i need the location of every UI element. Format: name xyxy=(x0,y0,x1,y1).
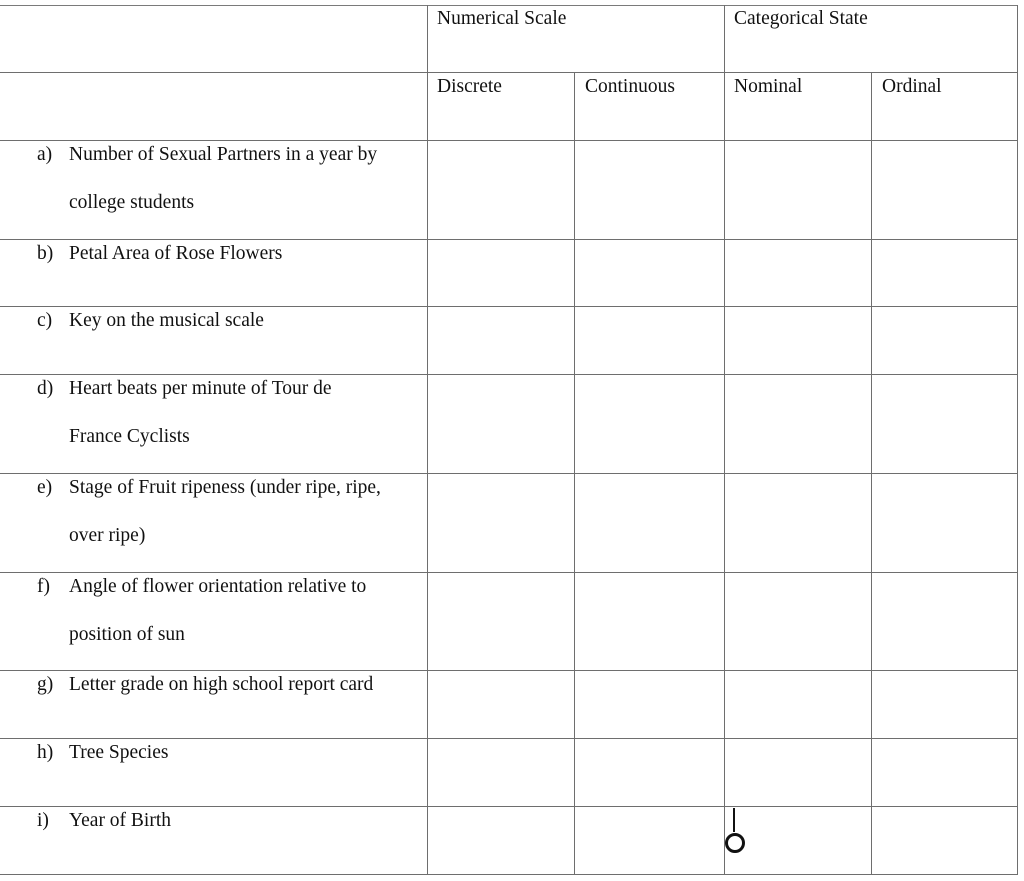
row-text: Petal Area of Rose Flowers xyxy=(69,243,283,264)
header-continuous: Continuous xyxy=(585,76,675,97)
column-divider xyxy=(724,5,725,875)
row-letter: g) xyxy=(37,674,54,695)
column-divider xyxy=(1017,5,1018,875)
header-nominal: Nominal xyxy=(734,76,803,97)
column-divider xyxy=(427,5,428,875)
row-letter: d) xyxy=(37,378,54,399)
row-divider xyxy=(0,374,1018,375)
row-text: Year of Birth xyxy=(69,810,172,831)
row-text: Angle of flower orientation relative to xyxy=(69,576,367,597)
row-divider xyxy=(0,473,1018,474)
row-divider xyxy=(0,306,1018,307)
table-top-edge xyxy=(0,0,1018,6)
answer-cell-a-ordinal[interactable] xyxy=(872,141,1017,239)
row-text: Key on the musical scale xyxy=(69,310,264,331)
row-text: Number of Sexual Partners in a year by xyxy=(69,144,378,165)
row-letter: e) xyxy=(37,477,53,498)
row-text-continued: college students xyxy=(69,192,195,213)
row-letter: f) xyxy=(37,576,50,597)
row-text-continued: France Cyclists xyxy=(69,426,190,447)
answer-cell-a-discrete[interactable] xyxy=(428,141,574,239)
row-divider xyxy=(0,72,1018,73)
header-categorical-state: Categorical State xyxy=(734,8,868,29)
row-text: Heart beats per minute of Tour de xyxy=(69,378,332,399)
row-letter: b) xyxy=(37,243,54,264)
text-cursor-icon xyxy=(724,808,746,856)
row-divider xyxy=(0,806,1018,807)
row-text: Tree Species xyxy=(69,742,169,763)
row-letter: a) xyxy=(37,144,53,165)
row-letter: c) xyxy=(37,310,53,331)
answer-cell-a-continuous[interactable] xyxy=(575,141,724,239)
row-text: Stage of Fruit ripeness (under ripe, ripe, xyxy=(69,477,381,498)
row-divider xyxy=(0,738,1018,739)
row-divider xyxy=(0,670,1018,671)
row-divider xyxy=(0,874,1018,875)
header-discrete: Discrete xyxy=(437,76,502,97)
cursor-stem xyxy=(733,808,735,832)
row-letter: h) xyxy=(37,742,54,763)
row-divider xyxy=(0,239,1018,240)
row-text: Letter grade on high school report card xyxy=(69,674,374,695)
row-text-continued: position of sun xyxy=(69,624,185,645)
header-ordinal: Ordinal xyxy=(882,76,942,97)
answer-cell-a-nominal[interactable] xyxy=(725,141,871,239)
row-divider xyxy=(0,572,1018,573)
cursor-ring xyxy=(725,833,745,853)
header-numerical-scale: Numerical Scale xyxy=(437,8,567,29)
row-letter: i) xyxy=(37,810,49,831)
row-text-continued: over ripe) xyxy=(69,525,146,546)
